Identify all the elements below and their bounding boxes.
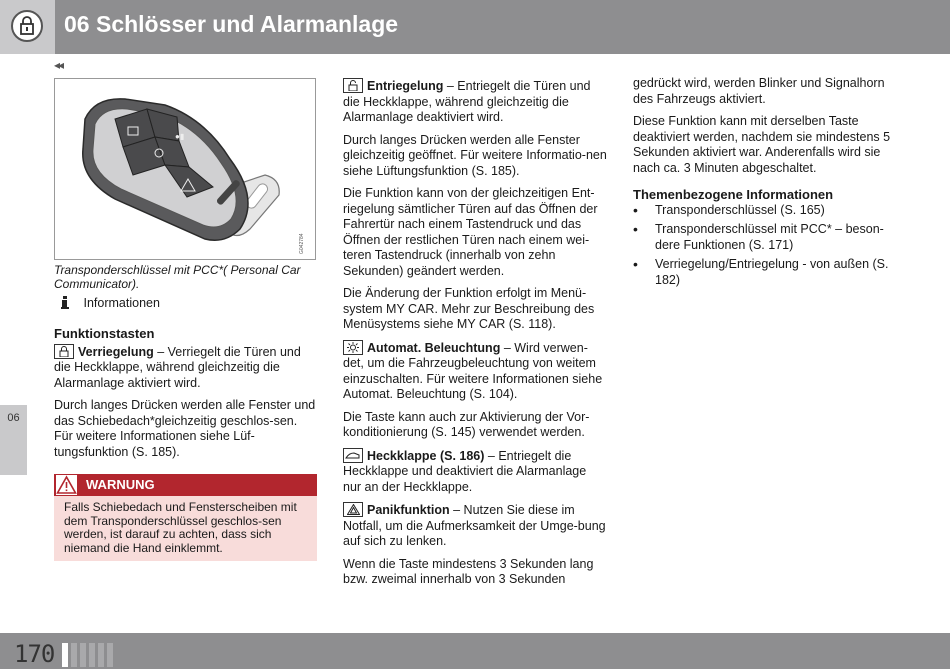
- page-header: [0, 0, 950, 54]
- trunk-text: – Entriegelt die Heckklappe und deaktiviert die Alarmanlage nur an der Heckklappe.: [343, 448, 587, 494]
- lock-title: Verriegelung: [78, 344, 154, 359]
- related-link[interactable]: • Transponderschlüssel (S. 165): [633, 203, 895, 219]
- unlock-paragraph: [343, 78, 607, 126]
- figure-caption: Transponderschlüssel mit PCC*( Personal Car Communicator).: [54, 263, 301, 291]
- footer-bars: [62, 643, 116, 669]
- light-paragraph-2: Die Taste kann auch zur Aktivierung der Vor-konditionierung (S. 145) verwendet werden.: [343, 409, 590, 439]
- related-list: [633, 203, 895, 289]
- back-nav-icon[interactable]: ◂◂: [54, 58, 63, 72]
- related-link[interactable]: • Transponderschlüssel mit PCC* – beson-dere Funktionen (S. 171): [633, 222, 895, 253]
- panic-paragraph-2: Wenn die Taste mindestens 3 Sekunden lang bzw. zweimal innerhalb von 3 Sekunden: [343, 556, 594, 586]
- svg-text:●▮: ●▮: [175, 132, 185, 141]
- light-icon: [343, 340, 363, 355]
- lock-paragraph: [54, 344, 316, 392]
- lock-icon: [11, 10, 43, 42]
- lock-paragraph-2: Durch langes Drücken werden alle Fenster und das Schiebedach*gleichzeitig geschlos-sen. Für weitere Informationen siehe Lüf-tungsfunktion (S. 185).: [54, 398, 316, 459]
- lock-text: – Verriegelt die Türen und die Heckklappe, während gleichzeitig die Alarmanlage aktiviert wird.: [54, 344, 301, 390]
- page-title: 06 Schlösser und Alarmanlage: [64, 11, 399, 37]
- panic-text: – Nutzen Sie diese im Notfall, um die Aufmerksamkeit der Umge-bung auf sich zu lenken.: [343, 503, 606, 548]
- panic-title: Panikfunktion: [367, 503, 450, 517]
- panic-paragraph: [343, 502, 607, 550]
- unlock-paragraph-2: Durch langes Drücken werden alle Fenster gleichzeitig geöffnet. Für weitere Informatio-nen siehe Lüftungsfunktion (S. 185).: [343, 132, 607, 178]
- page-footer: [0, 633, 950, 669]
- warning-header: [54, 474, 317, 496]
- panic-paragraph-3: gedrückt wird, werden Blinker und Signalhorn des Fahrzeugs aktiviert.: [633, 76, 885, 106]
- trunk-paragraph: [343, 448, 607, 496]
- trunk-title: Heckklappe (S. 186): [367, 448, 485, 463]
- light-text: – Wird verwen-det, um die Fahrzeugbeleuchtung von weitem einzuschalten. Für weitere Informationen siehe Automat. Beleuchtung (S. 104).: [343, 340, 603, 401]
- page-number: 170: [14, 640, 55, 668]
- light-title: Automat. Beleuchtung: [367, 340, 501, 355]
- related-link[interactable]: • Verriegelung/Entriegelung - von außen (S. 182): [633, 257, 895, 288]
- unlock-text: – Entriegelt die Türen und die Heckklappe, während gleichzeitig die Alarmanlage deaktiviert wird.: [343, 79, 591, 124]
- panic-paragraph-4: Diese Funktion kann mit derselben Taste deaktiviert werden, nachdem sie mindestens 5 Sekunden aktiviert war. Anderenfalls wird sie nach ca. 3 Minuten abgeschaltet.: [633, 114, 891, 175]
- unlock-paragraph-3: Die Funktion kann von der gleichzeitigen Ent-riegelung sämtlicher Türen auf das Öffnen der Fahrertür nach einem Tastendruck und das Öffnen der restlichen Türen nach einem wei-teren Tastendruck (innerhalb von zehn Sekunden) geändert werden.: [343, 186, 598, 278]
- lock-icon: [54, 344, 74, 359]
- key-fob-illustration: [55, 79, 315, 259]
- column-3: [633, 76, 895, 292]
- panic-icon: [343, 502, 363, 517]
- figure-code: G042784: [299, 233, 305, 254]
- info-row[interactable]: [54, 294, 160, 310]
- unlock-title: Entriegelung: [367, 79, 444, 93]
- warning-title: WARNUNG: [86, 477, 155, 492]
- info-label: Informationen: [83, 296, 160, 310]
- warning-box: [54, 474, 317, 561]
- column-1: [54, 326, 316, 467]
- section-heading: Funktionstasten: [54, 326, 155, 341]
- column-2: [343, 78, 607, 595]
- warning-icon: [56, 475, 77, 495]
- warning-text: Falls Schiebedach und Fensterscheiben mit dem Transponderschlüssel geschlos-sen werden, ist darauf zu achten, dass sich niemand die Hand einklemmt.: [54, 496, 317, 561]
- unlock-paragraph-4: Die Änderung der Funktion erfolgt im Menü-system MY CAR. Mehr zur Beschreibung des Menüsystems siehe MY CAR (S. 118).: [343, 286, 595, 331]
- car-trunk-icon: [343, 448, 363, 463]
- light-paragraph: [343, 340, 607, 403]
- unlock-icon: [343, 78, 363, 93]
- header-icon-box: [0, 0, 55, 54]
- chapter-tab-label: 06: [7, 412, 20, 424]
- key-fob-figure: [54, 78, 316, 260]
- info-icon: [54, 294, 76, 310]
- related-heading: Themenbezogene Informationen: [633, 187, 834, 202]
